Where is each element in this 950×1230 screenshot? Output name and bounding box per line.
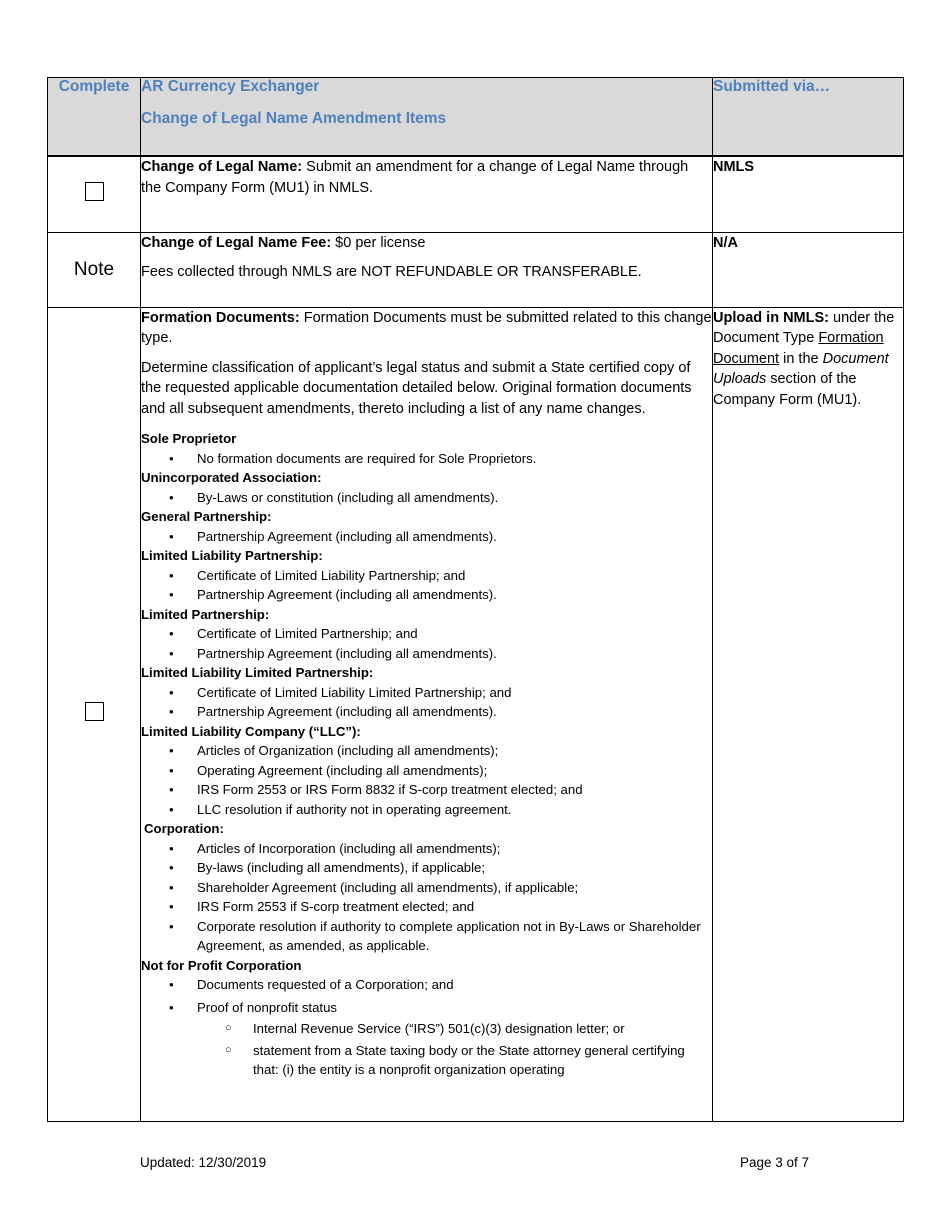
submitted-column-header: Submitted via… — [713, 78, 904, 157]
requirement-list — [141, 449, 712, 469]
requirement-list — [141, 839, 712, 956]
list-item: • LLC resolution if authority not in operating agreement. — [141, 800, 712, 820]
entity-type-heading: Not for Profit Corporation — [141, 957, 302, 973]
submitted-via-text: under the Document Type — [713, 309, 895, 346]
document-type-link[interactable]: Formation Document — [713, 330, 884, 367]
list-item: • Documents requested of a Corporation; and — [141, 975, 712, 995]
note-label: Note — [48, 232, 141, 307]
submitted-via-text: section of the Company Form (MU1). — [713, 371, 862, 408]
submitted-via-value: N/A — [713, 234, 738, 251]
item-title: Change of Legal Name Fee: — [141, 234, 332, 251]
submitted-via-text: in the — [779, 350, 823, 367]
entity-type-heading: Corporation: — [144, 821, 224, 836]
list-item: • Partnership Agreement (including all amendments). — [141, 527, 712, 547]
updated-date: Updated: 12/30/2019 — [140, 1155, 267, 1170]
complete-checkbox[interactable] — [85, 702, 104, 721]
requirement-list — [141, 975, 712, 1080]
item-text: Formation Documents must be submitted related to this change type. — [141, 309, 712, 346]
list-item: • Corporate resolution if authority to complete application not in By-Laws or Shareholder Agreement, as amended, as applicable. — [141, 917, 712, 956]
title-column-header — [141, 78, 713, 157]
requirement-list — [141, 566, 712, 605]
list-item: • Partnership Agreement (including all amendments). — [141, 702, 712, 722]
requirement-list — [141, 527, 712, 547]
amendment-checklist-table — [47, 77, 904, 1122]
item-text: Submit an amendment for a change of Legal Name through the Company Form (MU1) in NMLS. — [141, 159, 689, 196]
sub-list-item: ○ Internal Revenue Service (“IRS”) 501(c)(3) designation letter; or — [141, 1019, 712, 1039]
document-subtitle: Change of Legal Name Amendment Items — [141, 110, 447, 127]
list-item: • Proof of nonprofit status — [141, 998, 712, 1018]
list-item: • Certificate of Limited Partnership; and — [141, 624, 712, 644]
submitted-via-cell — [713, 307, 904, 1121]
entity-type-heading: Unincorporated Association: — [141, 470, 322, 485]
submitted-via-method: Upload in NMLS: — [713, 309, 829, 326]
complete-cell — [48, 307, 141, 1121]
list-item: • Operating Agreement (including all amendments); — [141, 761, 712, 781]
list-item: • No formation documents are required for Sole Proprietors. — [141, 449, 712, 469]
item-description — [141, 232, 713, 307]
complete-column-header: Complete — [48, 78, 141, 157]
list-item: • IRS Form 2553 if S-corp treatment elected; and — [141, 897, 712, 917]
entity-type-heading: Limited Liability Company (“LLC”): — [141, 723, 361, 739]
table-row — [48, 156, 904, 232]
list-item: • Certificate of Limited Liability Partnership; and — [141, 566, 712, 586]
complete-cell — [48, 156, 141, 232]
list-item: • Partnership Agreement (including all amendments). — [141, 585, 712, 605]
requirement-list — [141, 683, 712, 722]
requirement-list — [141, 488, 712, 508]
table-row — [48, 307, 904, 1121]
fee-notice: Fees collected through NMLS are NOT REFUNDABLE OR TRANSFERABLE. — [141, 264, 642, 280]
entity-type-heading: Sole Proprietor — [141, 431, 237, 446]
entity-type-heading: Limited Partnership: — [141, 606, 270, 622]
list-item: • Articles of Incorporation (including all amendments); — [141, 839, 712, 859]
list-item: • Certificate of Limited Liability Limited Partnership; and — [141, 683, 712, 703]
sub-list-item: ○ statement from a State taxing body or the State attorney general certifying that: (i) the entity is a nonprofit organization operating — [141, 1041, 712, 1080]
entity-type-heading: Limited Liability Partnership: — [141, 548, 323, 563]
formation-documents-description — [141, 307, 713, 1121]
requirement-list — [141, 741, 712, 819]
table-row — [48, 232, 904, 307]
document-uploads-label: Document Uploads — [713, 350, 889, 387]
complete-checkbox[interactable] — [85, 182, 104, 201]
page-number: Page 3 of 7 — [740, 1155, 810, 1170]
header-row — [48, 78, 904, 157]
formation-instructions: Determine classification of applicant’s legal status and submit a State certified copy of the requested applicable documentation detailed below. Original formation documents and all subsequent amendments, thereto including a list of any name changes. — [141, 359, 692, 417]
entity-type-heading: General Partnership: — [141, 509, 272, 524]
list-item: • Articles of Organization (including all amendments); — [141, 741, 712, 761]
entity-type-heading: Limited Liability Limited Partnership: — [141, 665, 374, 680]
submitted-via-cell — [713, 156, 904, 232]
item-text: $0 per license — [331, 234, 426, 251]
list-item: • By-laws (including all amendments), if applicable; — [141, 858, 712, 878]
item-title: Formation Documents: — [141, 309, 300, 326]
list-item: • IRS Form 2553 or IRS Form 8832 if S-corp treatment elected; and — [141, 780, 712, 800]
item-description — [141, 156, 713, 232]
submitted-via-value: NMLS — [713, 159, 755, 175]
list-item: • By-Laws or constitution (including all amendments). — [141, 488, 712, 508]
list-item: • Partnership Agreement (including all amendments). — [141, 644, 712, 664]
item-title: Change of Legal Name: — [141, 159, 303, 175]
submitted-via-cell — [713, 232, 904, 307]
document-title: AR Currency Exchanger — [141, 78, 320, 95]
entity-type-requirements — [141, 429, 712, 1080]
requirement-list — [141, 624, 712, 663]
list-item: • Shareholder Agreement (including all amendments), if applicable; — [141, 878, 712, 898]
